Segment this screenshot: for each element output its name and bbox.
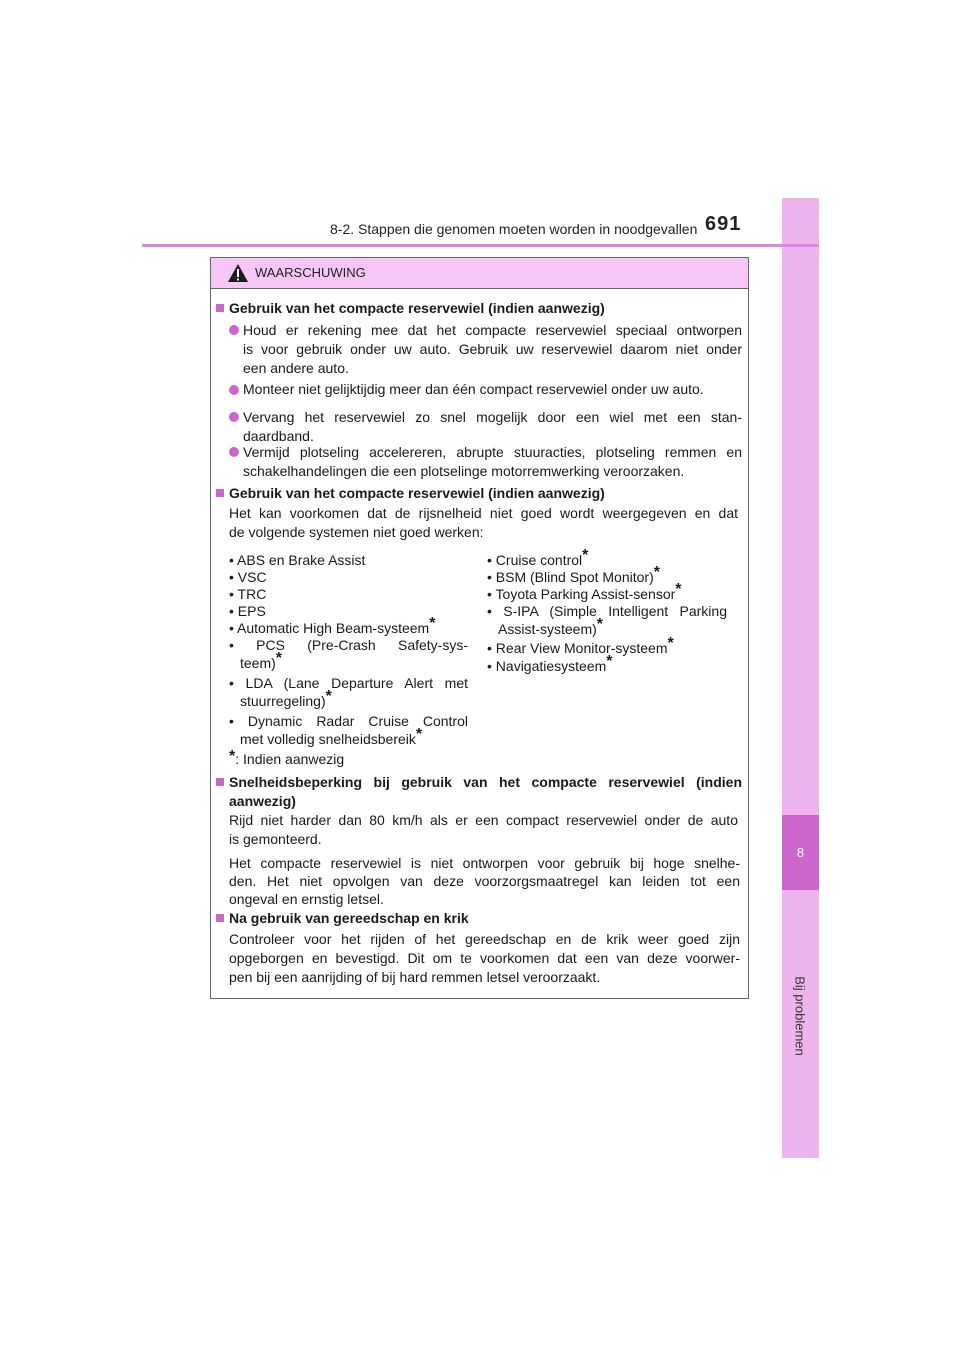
list-item-cruise-label: • Cruise control <box>487 552 583 568</box>
warning-title: WAARSCHUWING <box>255 265 366 280</box>
footnote <box>229 749 344 769</box>
s4-para-line2: opgeborgen en bevestigd. Dit om te voorkomen dat een van deze voorwer- <box>229 950 740 966</box>
s1-heading: Gebruik van het compacte reservewiel (indien aanwezig) <box>229 300 605 316</box>
s2-para-line2: de volgende systemen niet goed werken: <box>229 524 484 540</box>
s1-b1-line3: een andere auto. <box>243 360 349 376</box>
list-item-abs: • ABS en Brake Assist <box>229 552 366 568</box>
s1-b3-line1: Vervang het reservewiel zo snel mogelijk door een wiel met een stan- <box>243 409 742 425</box>
list-item-rvm <box>487 635 674 658</box>
list-item-vsc: • VSC <box>229 569 267 585</box>
s1-b3-line2: daardband. <box>243 428 314 444</box>
footnote-star: * <box>275 650 283 667</box>
section-square-icon <box>216 914 224 922</box>
list-item-rvm-label: • Rear View Monitor-systeem <box>487 640 668 656</box>
list-item-lda-line1: • LDA (Lane Departure Alert met <box>229 675 468 691</box>
section-title: 8-2. Stappen die genomen moeten worden in noodgevallen <box>330 221 698 237</box>
section-square-icon <box>216 778 224 786</box>
s4-para-line3: pen bij een aanrijding of bij hard remmen letsel veroorzaakt. <box>229 969 601 985</box>
page-number: 691 <box>705 213 742 235</box>
s3-heading-line1: Snelheidsbeperking bij gebruik van het compacte reservewiel (indien <box>229 774 742 790</box>
bullet-dot-icon <box>229 447 239 457</box>
list-item-trc: • TRC <box>229 586 267 602</box>
s3-heading-line2: aanwezig) <box>229 793 296 809</box>
s1-b2-line1: Monteer niet gelijktijdig meer dan één compact reservewiel onder uw auto. <box>243 381 704 397</box>
s4-heading: Na gebruik van gereedschap en krik <box>229 910 469 926</box>
footnote-star: * <box>653 564 660 581</box>
chapter-label: Bij problemen <box>792 976 808 1056</box>
s4-para-line1: Controleer voor het rijden of het gereedschap en de krik weer goed zijn <box>229 931 740 947</box>
footnote-text: : Indien aanwezig <box>235 751 345 767</box>
list-item-bsm-label: • BSM (Blind Spot Monitor) <box>487 569 654 585</box>
footnote-star: * <box>429 615 436 632</box>
bullet-dot-icon <box>229 385 239 395</box>
list-item-sipa-line1: • S-IPA (Simple Intelligent Parking <box>487 603 727 619</box>
list-item-lda-label: stuurregeling) <box>240 693 326 709</box>
s3-p1-line1: Rijd niet harder dan 80 km/h als er een compact reservewiel onder de auto <box>229 812 738 828</box>
footnote-star: * <box>667 635 674 652</box>
s2-heading: Gebruik van het compacte reservewiel (indien aanwezig) <box>229 485 605 501</box>
footnote-star: * <box>606 653 613 670</box>
list-item-drcc-line2 <box>240 726 423 749</box>
footnote-star: * <box>675 581 682 598</box>
list-item-drcc-line1: • Dynamic Radar Cruise Control <box>229 713 468 729</box>
footnote-star: * <box>325 688 332 705</box>
section-square-icon <box>216 304 224 312</box>
s1-b4-line1: Vermijd plotseling accelereren, abrupte stuuracties, plotseling remmen en <box>243 444 742 460</box>
footnote-star: * <box>415 726 423 743</box>
s1-b1-line1: Houd er rekening mee dat het compacte reservewiel speciaal ontworpen <box>243 322 742 338</box>
section-square-icon <box>216 489 224 497</box>
list-item-ahb-label: • Automatic High Beam-systeem <box>229 620 430 636</box>
footnote-star: * <box>229 748 236 765</box>
list-item-eps: • EPS <box>229 603 266 619</box>
list-item-pcs-line2 <box>240 650 283 673</box>
chapter-number: 8 <box>782 815 819 890</box>
list-item-lda-line2 <box>240 688 332 711</box>
bullet-dot-icon <box>229 412 239 422</box>
list-item-nav-label: • Navigatiesysteem <box>487 658 607 674</box>
list-item-sipa-line2 <box>498 616 604 639</box>
s3-p2-line3: ongeval en ernstig letsel. <box>229 891 384 907</box>
list-item-pcs-line1: • PCS (Pre-Crash Safety-sys- <box>229 637 468 653</box>
s3-p1-line2: is gemonteerd. <box>229 831 322 847</box>
list-item-sipa-label: Assist-systeem) <box>498 621 597 637</box>
footnote-star: * <box>596 616 604 633</box>
s3-p2-line2: den. Het niet opvolgen van deze voorzorgsmaatregel kan leiden tot een <box>229 873 740 889</box>
s2-para-line1: Het kan voorkomen dat de rijsnelheid niet goed wordt weergegeven en dat <box>229 505 738 521</box>
list-item-pcs-label: teem) <box>240 655 276 671</box>
s3-p2-line1: Het compacte reservewiel is niet ontworpen voor gebruik bij hoge snelhe- <box>229 855 740 871</box>
list-item-nav <box>487 653 613 676</box>
s1-b1-line2: is voor gebruik onder uw auto. Gebruik uw reservewiel daarom niet onder <box>243 341 742 357</box>
list-item-drcc-label: met volledig snelheidsbereik <box>240 731 416 747</box>
list-item-tpa-label: • Toyota Parking Assist-sensor <box>487 586 676 602</box>
s1-b4-line2: schakelhandelingen die een plotselinge motorremwerking veroorzaken. <box>243 463 685 479</box>
bullet-dot-icon <box>229 325 239 335</box>
footnote-star: * <box>582 547 589 564</box>
